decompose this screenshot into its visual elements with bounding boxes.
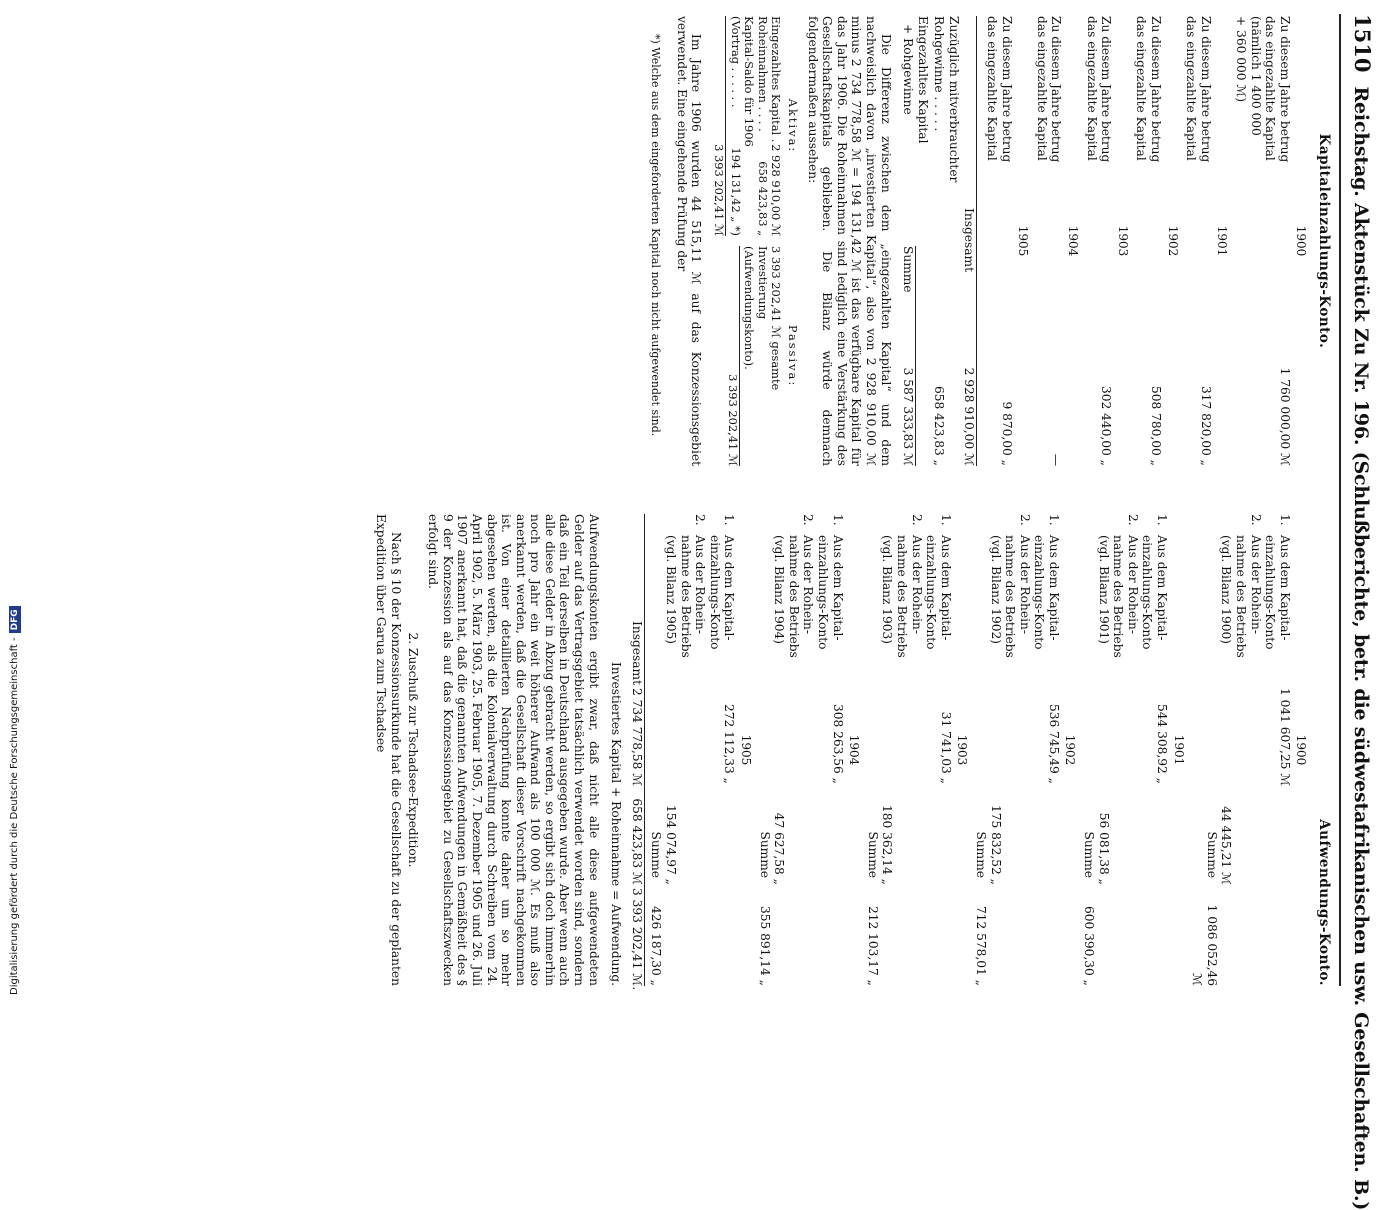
aufwendung-summe-value: 212 103,17 „ xyxy=(865,906,880,986)
kapital-total-label: Insgesamt xyxy=(961,208,976,272)
aufwendung-summe-label: Summe xyxy=(973,831,988,878)
aufwendung-item-num: 2. xyxy=(1017,514,1032,526)
aufwendung-year: 1903 xyxy=(955,734,970,766)
aktiva-row xyxy=(755,16,769,236)
summe-label: Summe xyxy=(901,246,916,293)
kapital-year: 1904 xyxy=(1066,225,1081,257)
kapital-entry-text: Zu diesem Jahre betrug das eingezahlte Kapital (nämlich 1 400 000 + 360 000 ℳ) xyxy=(1234,16,1292,163)
passiva-row xyxy=(755,246,782,466)
aufwendung-total-row xyxy=(629,514,645,991)
aufwendung-item-kapital: 544 308,92 „ xyxy=(1155,704,1170,784)
aufwendung-item-row xyxy=(924,514,953,986)
aufwendung-item-rohein: 44 445,21 ℳ xyxy=(1219,806,1234,885)
aufwendung-item-kapital: 31 741,03 „ xyxy=(938,711,953,784)
aufwendung-item-row xyxy=(880,514,924,986)
aufwendung-year: 1904 xyxy=(847,734,862,766)
aufwendung-item-row xyxy=(1140,514,1169,986)
aufwendung-blocks xyxy=(649,514,1309,986)
aufwendung-item-text: Aus der Rohein- nahme des Betriebs (vgl. Bilanz 1900) xyxy=(1219,535,1263,658)
kapital-entry-amount: 9 870,00 „ xyxy=(999,401,1014,466)
aufwendung-summe-value: 712 578,01 „ xyxy=(973,906,988,986)
aufwendung-item-text: Aus der Rohein- nahme des Betriebs (vgl. Bilanz 1905) xyxy=(664,535,708,658)
aufwendung-paragraph: Aufwendungskonten ergibt zwar, daß nicht alle diese aufgewendeten Gelder auf das Vertragsgebiet tatsächlich verwendet worden sind, sondern daß ein Teil derselben in Deutschland ausgegeben wurde. Aber wenn auch alle diese Gelder in Abzug gebracht werden, so ergibt sich doch immerhin noch pro Jahr ein weit höherer Aufwand als 100 000 ℳ. Es muß also anerkannt werden, daß die Gesellschaft dieser Vorschrift nachgekommen ist. Von einer detaillierten Nachprüfung konnte daher um so mehr abgesehen werden, als die Kolonialverwaltung durch Schreiben vom 24. April 1902, 5. März 1903, 25. Februar 1905, 7. Dezember 1905 und 26. Juli 1907 anerkannt hat, daß die genannten Aufwendungen in Gemäßheit des § 9 der Konzession als auf das Konzessionsgebiet zu Gesellschaftszwecken erfolgt sind. xyxy=(426,514,601,986)
aufwendung-item-num: 1. xyxy=(1046,514,1061,526)
aufwendung-item-num: 2. xyxy=(909,514,924,526)
aktiva-row xyxy=(769,16,783,236)
aufwendung-year: 1905 xyxy=(739,734,754,766)
aufwendung-item-kapital: 1 041 607,25 ℳ xyxy=(1277,688,1292,787)
rohgewinne-row xyxy=(932,16,961,466)
paragraph-1906: Im Jahre 1906 wurden 44 515,11 ℳ auf das Konzessionsgebiet verwendet. Eine eingehende Prüfung der xyxy=(674,16,704,466)
kapital-entry-text: Zu diesem Jahre betrug das eingezahlte Kapital xyxy=(985,16,1014,163)
kapital-entry-amount: — xyxy=(1049,453,1064,466)
aufwendung-total-label: Insgesamt xyxy=(629,621,644,685)
aufwendung-year: 1901 xyxy=(1171,734,1186,766)
aufwendung-total-a1: 2 734 778,58 ℳ xyxy=(629,688,644,787)
aufwendung-total-a3: 3 393 202,41 ℳ. xyxy=(629,888,644,991)
aufwendung-item-text: Aus der Rohein- nahme des Betriebs (vgl. Bilanz 1904) xyxy=(772,535,816,658)
kapital-entry-text: Zu diesem Jahre betrug das eingezahlte Kapital xyxy=(1134,16,1164,163)
aufwendung-item-row xyxy=(815,514,844,986)
aufwendung-item-text: Aus dem Kapital- einzahlungs-Konto xyxy=(1263,535,1292,650)
aufwendung-item-text: Aus der Rohein- nahme des Betriebs (vgl. Bilanz 1901) xyxy=(1096,535,1140,658)
aufwendung-item-row xyxy=(663,514,707,986)
aufwendung-item-num: 1. xyxy=(722,514,737,526)
kapital-entry-row xyxy=(1233,16,1291,466)
aktiva-row-label: Eingezahltes Kapital . xyxy=(769,16,784,143)
kapital-entry-row xyxy=(1134,16,1163,466)
summe-row xyxy=(901,16,930,466)
kapital-year: 1900 xyxy=(1294,225,1309,257)
aktiva-sum: 3 393 202,41 ℳ xyxy=(711,16,726,236)
kapital-entry-row xyxy=(1184,16,1213,466)
formula-line-2: + Rohgewinne xyxy=(901,24,916,115)
footnote: *) Welche aus dem eingeforderten Kapital noch nicht aufgewendet sind. xyxy=(649,34,663,437)
kapital-entry-text: Zu diesem Jahre betrug das eingezahlte Kapital xyxy=(1084,16,1114,163)
kapital-entry-amount: 317 820,00 „ xyxy=(1198,386,1213,466)
passiva-rows xyxy=(742,246,783,466)
aufwendung-summe-value: 600 390,30 „ xyxy=(1082,906,1097,986)
differenz-paragraph: Die Differenz zwischen dem „eingezahlten Kapital“ und dem nachweislich davon „investierten Kapital“, also von 2 928 910,00 ℳ minus 2 734 778,58 ℳ = 194 131,42 ℳ ist das verfügbare Kapital für das Jahr 1906. Die Roheinnahmen sind lediglich eine Verstärkung des Gesellschaftskapitals geblieben. Die Bilanz würde demnach folgendermaßen aussehen: xyxy=(805,16,893,466)
page-header xyxy=(1339,14,1375,1210)
aktiva-row-value: 658 423,83 „ xyxy=(755,161,770,236)
aufwendung-item-text: Aus der Rohein- nahme des Betriebs (vgl. Bilanz 1902) xyxy=(988,535,1032,658)
aufwendung-item-num: 1. xyxy=(1155,514,1170,526)
passiva-sum: 3 393 202,41 ℳ xyxy=(725,246,740,466)
digitization-credit xyxy=(0,0,26,1000)
aufwendung-year: 1900 xyxy=(1294,734,1309,766)
aufwendung-summe-value: 426 187,30 „ xyxy=(649,906,664,986)
aufwendung-item-row xyxy=(1219,514,1263,986)
aufwendung-summe-value: 355 891,14 „ xyxy=(757,906,772,986)
formula-line-1: Eingezahltes Kapital xyxy=(915,16,930,144)
aufwendung-item-num: 2. xyxy=(801,514,816,526)
aufwendung-item-text: Aus der Rohein- nahme des Betriebs (vgl. Bilanz 1903) xyxy=(880,535,924,658)
kapital-year: 1901 xyxy=(1215,225,1230,257)
kapital-year: 1905 xyxy=(1016,225,1031,257)
aufwendung-item-rohein: 175 832,52 „ xyxy=(988,805,1003,885)
kapital-year: 1903 xyxy=(1115,225,1130,257)
aufwendung-item-kapital: 308 263,56 „ xyxy=(830,704,845,784)
aufwendung-item-text: Aus dem Kapital- einzahlungs-Konto xyxy=(707,535,737,650)
passiva-row-label: (Aufwendungskonto). xyxy=(742,246,757,370)
aktiva-row xyxy=(742,16,756,236)
kapital-entry-amount: 508 780,00 „ xyxy=(1149,386,1164,466)
aktiva-row-label: Roheinnahmen . . . . xyxy=(755,16,770,132)
passiva-row xyxy=(742,246,756,466)
aufwendung-item-num: 1. xyxy=(938,514,953,526)
aufwendung-item-row xyxy=(988,514,1032,986)
aufwendung-item-rohein: 154 074,97 „ xyxy=(664,805,679,885)
aktiva-row-label: (Vortrag . . . . . . xyxy=(728,16,743,108)
aufwendung-item-rohein: 56 081,38 „ xyxy=(1096,812,1111,885)
aufwendung-item-rohein: 47 627,58 „ xyxy=(772,812,787,885)
aufwendung-summe-row xyxy=(1082,514,1097,986)
aktiva-row xyxy=(728,16,742,236)
aufwendung-summe-row xyxy=(973,514,988,986)
kapital-entry-row xyxy=(1034,16,1063,466)
aufwendung-summe-row xyxy=(1190,514,1219,986)
rohgewinne-label: Zuzüglich mitverbrauchter Rohgewinne . . . . . xyxy=(932,16,961,183)
aufwendung-item-rohein: 180 362,14 „ xyxy=(880,805,895,885)
passiva-title: Passiva: xyxy=(786,324,800,388)
aktiva-title: Aktiva: xyxy=(786,98,800,154)
aufwendung-summe-label: Summe xyxy=(865,831,880,878)
aktiva-rows xyxy=(728,16,782,236)
summe-value: 3 587 333,83 ℳ xyxy=(901,367,916,466)
page-number: 1510 xyxy=(1350,14,1375,73)
aktiva-row-value: 2 928 910,00 ℳ xyxy=(769,144,784,236)
aufwendung-item-row xyxy=(707,514,736,986)
section-title-aufwendung: Aufwendungs-Konto. xyxy=(1316,819,1332,986)
aufwendung-item-row xyxy=(1263,514,1292,986)
left-column xyxy=(649,16,1333,466)
dfg-logo-icon: DFG xyxy=(9,606,21,633)
aufwendung-item-num: 2. xyxy=(1248,514,1263,526)
aufwendung-year: 1902 xyxy=(1063,734,1078,766)
page-title: Reichstag. Aktenstück Zu Nr. 196. (Schlußberichte, betr. die südwestafrikanischen usw. Gesellschaften. B.) xyxy=(1350,86,1372,1210)
aufwendung-item-num: 2. xyxy=(1125,514,1140,526)
aufwendung-item-kapital: 272 112,33 „ xyxy=(722,704,737,784)
aufwendung-summe-row xyxy=(865,514,880,986)
aktiva-row-value: 194 131,42 „ *) xyxy=(728,147,743,236)
kapital-entry-row xyxy=(985,16,1014,466)
rohgewinne-value: 658 423,83 „ xyxy=(932,386,947,466)
section-title-kapitaleinzahlung: Kapitaleinzahlungs-Konto. xyxy=(1316,133,1332,349)
kapital-entry-text: Zu diesem Jahre betrug das eingezahlte Kapital xyxy=(1184,16,1213,163)
aufwendung-summe-label: Summe xyxy=(1082,831,1097,878)
aufwendung-item-kapital: 536 745,49 „ xyxy=(1046,704,1061,784)
aufwendung-summe-label: Summe xyxy=(1204,831,1219,878)
aufwendung-item-row xyxy=(1096,514,1140,986)
kapital-total-row xyxy=(961,16,977,466)
kapital-entry-row xyxy=(1084,16,1113,466)
kapital-entries xyxy=(985,16,1309,466)
aufwendung-item-text: Aus dem Kapital- einzahlungs-Konto xyxy=(1032,535,1061,650)
tschadsee-heading: 2. Zuschuß zur Tschadsee-Expedition. xyxy=(405,632,420,868)
aufwendung-item-text: Aus dem Kapital- einzahlungs-Konto xyxy=(816,535,845,650)
aufwendung-summe-label: Summe xyxy=(757,831,772,878)
aktiva-side xyxy=(711,16,799,236)
aufwendung-item-num: 1. xyxy=(1277,514,1292,526)
aufwendung-summe-label: Summe xyxy=(649,831,664,878)
tschadsee-paragraph: Nach § 10 der Konzessionsurkunde hat die Gesellschaft zu der geplanten Expedition über Garua zum Tschadsee xyxy=(374,514,403,986)
aufwendung-caption: Investiertes Kapital + Roheinnahme = Aufwendung. xyxy=(609,661,624,986)
kapital-total-value: 2 928 910,00 ℳ xyxy=(961,367,976,466)
aufwendung-item-text: Aus dem Kapital- einzahlungs-Konto xyxy=(924,535,953,650)
passiva-row-label: 3 393 202,41 ℳ gesamte Investierung xyxy=(755,246,784,391)
aufwendung-item-num: 1. xyxy=(830,514,845,526)
kapital-year: 1902 xyxy=(1165,225,1180,257)
kapital-entry-amount: 1 760 000,00 ℳ xyxy=(1277,367,1292,466)
aufwendung-summe-row xyxy=(649,514,664,986)
credit-text: Digitalisierung gefördert durch die Deutsche Forschungsgemeinschaft - xyxy=(9,637,20,995)
right-column xyxy=(370,514,1333,991)
aktiva-row-label: Kapital-Saldo für 1906 xyxy=(742,16,757,147)
bilanz-table xyxy=(711,16,799,466)
aufwendung-summe-row xyxy=(757,514,772,986)
aufwendung-summe-value: 1 086 052,46 ℳ xyxy=(1190,904,1219,986)
aufwendung-item-row xyxy=(1032,514,1061,986)
passiva-side xyxy=(711,246,799,466)
aufwendung-item-text: Aus dem Kapital- einzahlungs-Konto xyxy=(1140,535,1170,650)
aufwendung-total-a2: 658 423,83 ℳ xyxy=(629,798,644,885)
kapital-entry-text: Zu diesem Jahre betrug das eingezahlte Kapital xyxy=(1034,16,1064,163)
aufwendung-item-row xyxy=(772,514,816,986)
kapital-entry-amount: 302 440,00 „ xyxy=(1099,386,1114,466)
aufwendung-item-num: 2. xyxy=(693,514,708,526)
